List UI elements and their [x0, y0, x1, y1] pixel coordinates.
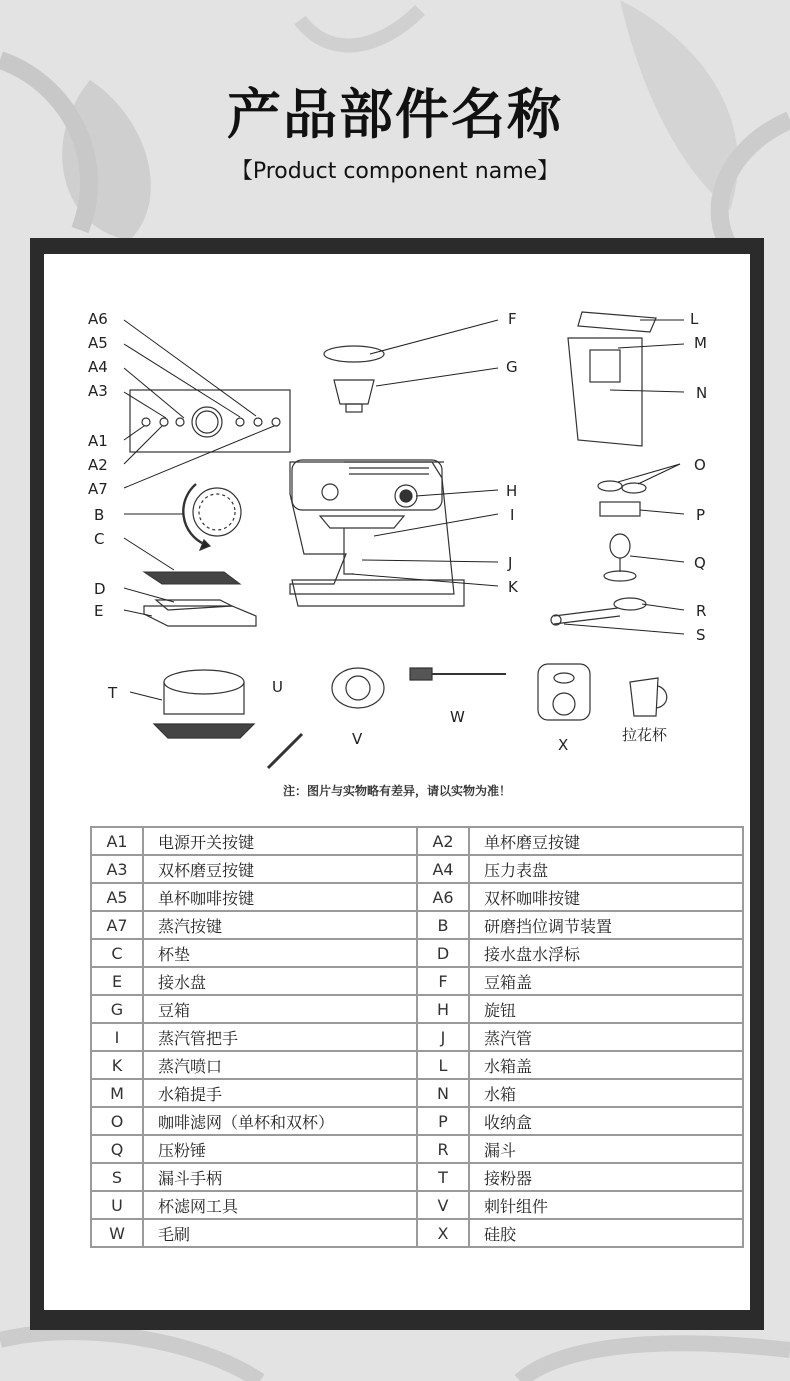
part-name: 单杯磨豆按键	[469, 827, 743, 855]
label-a6: A6	[88, 310, 108, 328]
part-code: T	[417, 1163, 469, 1191]
disclaimer-note: 注：图片与实物略有差异，请以实物为准！	[282, 784, 511, 798]
dosing-ring-illustration	[154, 670, 254, 738]
part-code: A7	[91, 911, 143, 939]
table-row	[91, 1191, 743, 1219]
part-name: 蒸汽管	[469, 1023, 743, 1051]
label-m: M	[694, 334, 707, 352]
water-tank-illustration	[568, 312, 656, 446]
label-r: R	[696, 602, 707, 620]
part-code: W	[91, 1219, 143, 1247]
part-code: E	[91, 967, 143, 995]
label-a4: A4	[88, 358, 108, 376]
silicone-pad-illustration	[538, 664, 590, 720]
part-code: H	[417, 995, 469, 1023]
part-code: X	[417, 1219, 469, 1247]
label-a7: A7	[88, 480, 108, 498]
part-code: O	[91, 1107, 143, 1135]
part-code: M	[91, 1079, 143, 1107]
part-name: 电源开关按键	[143, 827, 417, 855]
part-name: 毛刷	[143, 1219, 417, 1247]
label-g: G	[506, 358, 518, 376]
part-name: 杯滤网工具	[143, 1191, 417, 1219]
part-code: A4	[417, 855, 469, 883]
part-code: A6	[417, 883, 469, 911]
part-code: B	[417, 911, 469, 939]
part-name: 接粉器	[469, 1163, 743, 1191]
part-name: 豆箱	[143, 995, 417, 1023]
label-d: D	[94, 580, 106, 598]
part-name: 水箱提手	[143, 1079, 417, 1107]
part-name: 双杯咖啡按键	[469, 883, 743, 911]
component-diagram	[44, 254, 750, 794]
table-row	[91, 1163, 743, 1191]
cup-mat-illustration	[144, 572, 240, 584]
label-b: B	[94, 506, 105, 524]
label-n: N	[696, 384, 708, 402]
table-row	[91, 827, 743, 855]
part-name: 咖啡滤网（单杯和双杯）	[143, 1107, 417, 1135]
bean-hopper-illustration	[324, 346, 384, 412]
part-name: 压力表盘	[469, 855, 743, 883]
table-row	[91, 911, 743, 939]
label-f: F	[508, 310, 517, 328]
table-row	[91, 1219, 743, 1247]
table-row	[91, 1135, 743, 1163]
part-name: 蒸汽喷口	[143, 1051, 417, 1079]
label-p: P	[696, 506, 706, 524]
label-q: Q	[694, 554, 706, 572]
part-name: 研磨挡位调节装置	[469, 911, 743, 939]
part-name: 单杯咖啡按键	[143, 883, 417, 911]
label-a2: A2	[88, 456, 108, 474]
filter-tool-illustration	[268, 734, 302, 768]
label-s: S	[696, 626, 706, 644]
part-code: A2	[417, 827, 469, 855]
needle-assembly-illustration	[332, 668, 384, 708]
part-name: 水箱盖	[469, 1051, 743, 1079]
label-a3: A3	[88, 382, 108, 400]
accessories-illustration	[551, 481, 646, 625]
part-code: G	[91, 995, 143, 1023]
part-name: 豆箱盖	[469, 967, 743, 995]
part-code: P	[417, 1107, 469, 1135]
label-e: E	[94, 602, 104, 620]
part-name: 旋钮	[469, 995, 743, 1023]
part-name: 硅胶	[469, 1219, 743, 1247]
part-code: J	[417, 1023, 469, 1051]
parts-table	[90, 826, 744, 1248]
part-name: 杯垫	[143, 939, 417, 967]
part-code: L	[417, 1051, 469, 1079]
part-name: 接水盘水浮标	[469, 939, 743, 967]
page-title: 产品部件名称	[227, 83, 563, 146]
part-name: 接水盘	[143, 967, 417, 995]
content-panel	[44, 254, 750, 1310]
part-name: 漏斗	[469, 1135, 743, 1163]
label-i: I	[510, 506, 515, 524]
label-j: J	[508, 554, 513, 572]
table-row	[91, 1079, 743, 1107]
table-row	[91, 1051, 743, 1079]
part-name: 收纳盒	[469, 1107, 743, 1135]
part-name: 蒸汽管把手	[143, 1023, 417, 1051]
table-row	[91, 855, 743, 883]
part-code: Q	[91, 1135, 143, 1163]
part-code: S	[91, 1163, 143, 1191]
label-a1: A1	[88, 432, 108, 450]
machine-illustration	[290, 460, 464, 606]
label-milk-jug: 拉花杯	[622, 726, 668, 744]
part-code: C	[91, 939, 143, 967]
part-code: F	[417, 967, 469, 995]
milk-jug-illustration	[630, 678, 667, 716]
part-code: K	[91, 1051, 143, 1079]
part-name: 双杯磨豆按键	[143, 855, 417, 883]
part-code: N	[417, 1079, 469, 1107]
table-row	[91, 967, 743, 995]
part-code: U	[91, 1191, 143, 1219]
page-subtitle: 【Product component name】	[230, 159, 560, 184]
part-code: A1	[91, 827, 143, 855]
grinder-dial-illustration	[183, 484, 241, 550]
control-panel-illustration	[130, 390, 290, 452]
part-code: A5	[91, 883, 143, 911]
label-k: K	[508, 578, 518, 596]
label-h: H	[506, 482, 518, 500]
part-code: R	[417, 1135, 469, 1163]
label-c: C	[94, 530, 105, 548]
part-code: V	[417, 1191, 469, 1219]
part-name: 水箱	[469, 1079, 743, 1107]
brush-illustration	[410, 668, 506, 680]
part-code: A3	[91, 855, 143, 883]
table-row	[91, 995, 743, 1023]
table-row	[91, 883, 743, 911]
label-w: W	[450, 708, 465, 726]
label-t: T	[108, 684, 118, 702]
part-name: 刺针组件	[469, 1191, 743, 1219]
part-code: D	[417, 939, 469, 967]
table-row	[91, 939, 743, 967]
label-o: O	[694, 456, 706, 474]
label-a5: A5	[88, 334, 108, 352]
label-x: X	[558, 736, 569, 754]
part-code: I	[91, 1023, 143, 1051]
part-name: 蒸汽按键	[143, 911, 417, 939]
part-name: 压粉锤	[143, 1135, 417, 1163]
table-row	[91, 1107, 743, 1135]
table-row	[91, 1023, 743, 1051]
label-l: L	[690, 310, 699, 328]
label-v: V	[352, 730, 363, 748]
part-name: 漏斗手柄	[143, 1163, 417, 1191]
label-u: U	[272, 678, 283, 696]
drip-tray-illustration	[144, 600, 256, 626]
